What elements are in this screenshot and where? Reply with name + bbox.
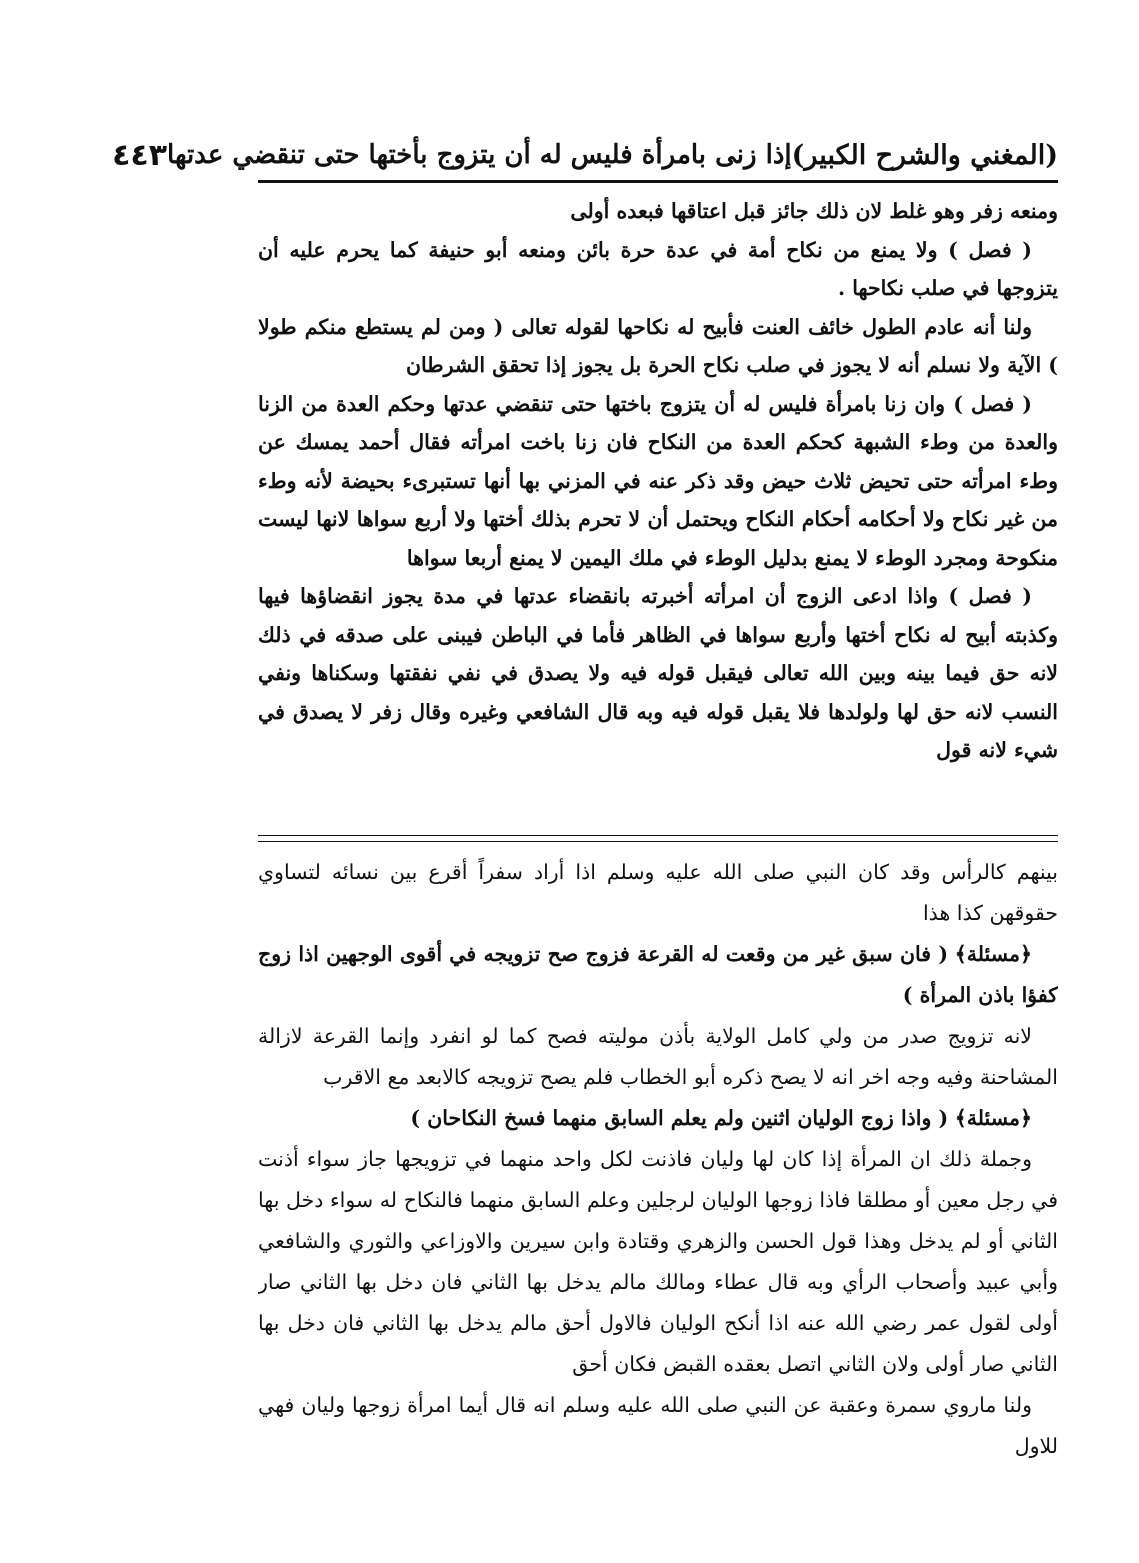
page-number: ٤٤٣ [112, 137, 168, 173]
matn-paragraph: ولنا أنه عادم الطول خائف العنت فأبيح له نكاحها لقوله تعالى ( ومن لم يستطع منكم طولا ) الآية ولا نسلم أنه لا يجوز في صلب نكاح الحرة بل يجوز إذا تحقق الشرطان [258, 314, 1058, 377]
matn-text-block [258, 192, 1058, 832]
sharh-paragraph: وجملة ذلك ان المرأة إذا كان لها وليان فاذنت لكل واحد منهما في تزويجها جاز سواء أذنت في رجل معين أو مطلقا فاذا زوجها الوليان لرجلين وعلم السابق منهما فالنكاح له سواء دخل بها الثاني أو لم يدخل وهذا قول الحسن والزهري وقتادة وابن سيرين والاوزاعي والثوري والشافعي وأبي عبيد وأصحاب الرأي وبه قال عطاء ومالك مالم يدخل بها الثاني فان دخل بها الثاني صار أولى لقول عمر رضي الله عنه اذا أنكح الوليان فالاول أحق مالم يدخل بها الثاني فان دخل بها الثاني صار أولى ولان الثاني اتصل بعقده القبض فكان أحق [258, 1147, 1058, 1376]
book-page [112, 120, 1058, 1500]
sharh-paragraph: بينهم كالرأس وقد كان النبي صلى الله عليه وسلم اذا أراد سفراً أقرع بين نسائه لتساوي حقوقهن كذا هذا [258, 860, 1058, 925]
chapter-title: إذا زنى بامرأة فليس له أن يتزوج بأختها حتى تنقضي عدتها [167, 140, 792, 170]
header-rule [258, 180, 1058, 183]
running-title: (المغني والشرح الكبير) [791, 139, 1058, 171]
section-divider [258, 835, 1058, 842]
masala-paragraph [258, 934, 1058, 1016]
matn-paragraph: ( فصل ) واذا ادعى الزوج أن امرأته أخبرته بانقضاء عدتها في مدة يجوز انقضاؤها فيها وكذبته أبيح له نكاح أختها وأربع سواها في الظاهر فأما في الباطن فيبنى على صدقه في ذلك لانه حق فيما بينه وبين الله تعالى فيقبل قوله فيه ولا يصدق في نفي نفقتها وسكناها ونفي النسب لانه حق لها ولولدها فلا يقبل قوله فيه وبه قال الشافعي وغيره وقال زفر لا يصدق في شيء لانه قول [258, 584, 1058, 762]
masala-label: ﴿مسئلة﴾ [954, 1106, 1032, 1130]
masala-text: ( واذا زوج الوليان اثنين ولم يعلم السابق منهما فسخ النكاحان ) [410, 1106, 949, 1130]
masala-paragraph [258, 1098, 1058, 1139]
page-header [112, 130, 1058, 180]
masala-text: ( فان سبق غير من وقعت له القرعة فزوج صح تزويجه في أقوى الوجهين اذا زوج كفؤا باذن المرأة ) [258, 942, 1058, 1007]
sharh-paragraph: لانه تزويج صدر من ولي كامل الولاية بأذن موليته فصح كما لو انفرد وإنما القرعة لازالة المشاحنة وفيه وجه اخر انه لا يصح ذكره أبو الخطاب فلم يصح تزويجه كالابعد مع الاقرب [258, 1024, 1058, 1089]
sharh-text-block [258, 852, 1058, 1492]
matn-paragraph: ومنعه زفر وهو غلط لان ذلك جائز قبل اعتاقها فبعده أولى [570, 199, 1058, 223]
matn-paragraph: ( فصل ) ولا يمنع من نكاح أمة في عدة حرة بائن ومنعه أبو حنيفة كما يحرم عليه أن يتزوجها في صلب نكاحها . [258, 237, 1058, 300]
matn-paragraph: ( فصل ) وان زنا بامرأة فليس له أن يتزوج باختها حتى تنقضي عدتها وحكم العدة من الزنا والعدة من وطء الشبهة كحكم العدة من النكاح فان زنا باخت امرأته فقال أحمد يمسك عن وطء امرأته حتى تحيض ثلاث حيض وقد ذكر عنه في المزني بها أنها تستبرىء بحيضة لأنه وطء من غير نكاح ولا أحكامه أحكام النكاح ويحتمل أن لا تحرم بذلك أختها ولا أربع سواها لانها ليست منكوحة ومجرد الوطء لا يمنع بدليل الوطء في ملك اليمين لا يمنع أربعا سواها [258, 391, 1058, 570]
masala-label: ﴿مسئلة﴾ [954, 942, 1032, 966]
sharh-paragraph: ولنا ماروي سمرة وعقبة عن النبي صلى الله عليه وسلم انه قال أيما امرأة زوجها وليان فهي للاول [258, 1393, 1058, 1458]
